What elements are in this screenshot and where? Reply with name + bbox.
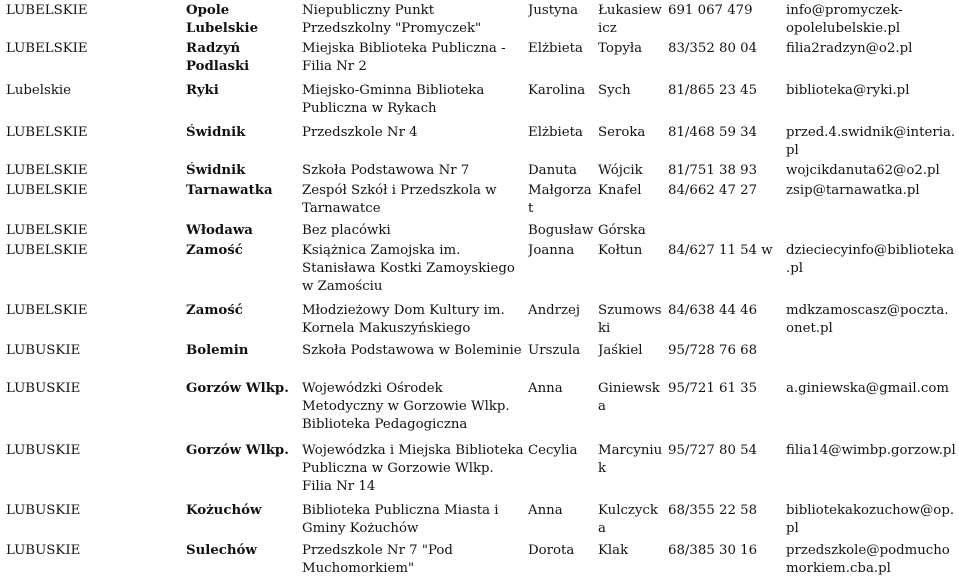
institution-cell: Zespół Szkół i Przedszkola w Tarnawatce <box>302 183 497 216</box>
region-cell: LUBUSKIE <box>6 381 81 396</box>
region-cell: LUBELSKIE <box>6 223 88 238</box>
email-cell: biblioteka@ryki.pl <box>786 83 910 98</box>
city-cell: Zamość <box>186 243 243 258</box>
email-cell: bibliotekakozuchow@op.pl <box>786 503 955 536</box>
email-cell: wojcikdanuta62@o2.pl <box>786 163 940 178</box>
region-cell: LUBELSKIE <box>6 243 88 258</box>
email-cell: a.giniewska@gmail.com <box>786 381 949 396</box>
city-cell: Sulechów <box>186 543 257 558</box>
last-name-cell: Giniewska <box>598 381 660 414</box>
institution-cell: Miejsko-Gminna Biblioteka Publiczna w Rykach <box>302 83 485 116</box>
phone-cell: 84/638 44 46 <box>668 303 758 318</box>
phone-cell: 81/751 38 93 <box>668 163 758 178</box>
institution-cell: Wojewódzka i Miejska Biblioteka Publiczna w Gorzowie Wlkp. Filia Nr 14 <box>302 443 524 494</box>
phone-cell: 81/865 23 45 <box>668 83 758 98</box>
institution-cell: Bez placówki <box>302 223 391 238</box>
region-cell: LUBELSKIE <box>6 303 88 318</box>
phone-cell: 68/355 22 58 <box>668 503 758 518</box>
last-name-cell: Topyła <box>598 41 643 56</box>
last-name-cell: Kulczycka <box>598 503 658 536</box>
last-name-cell: Seroka <box>598 125 646 140</box>
email-cell: dzieciecyinfo@biblioteka.pl <box>786 243 955 276</box>
city-cell: Ryki <box>186 83 219 98</box>
institution-cell: Książnica Zamojska im. Stanisława Kostki Zamoyskiego w Zamościu <box>302 243 515 294</box>
first-name-cell: Danuta <box>528 163 577 178</box>
region-cell: Lubelskie <box>6 83 72 98</box>
last-name-cell: Knafel <box>598 183 642 198</box>
first-name-cell: Karolina <box>528 83 586 98</box>
first-name-cell: Elżbieta <box>528 125 583 140</box>
city-cell: Zamość <box>186 303 243 318</box>
email-cell: info@promyczek-opolelubelskie.pl <box>786 3 903 36</box>
email-cell: mdkzamoscasz@poczta.onet.pl <box>786 303 949 336</box>
first-name-cell: Anna <box>528 503 563 518</box>
city-cell: Radzyń Podlaski <box>186 41 250 74</box>
institution-cell: Młodzieżowy Dom Kultury im. Kornela Makuszyńskiego <box>302 303 505 336</box>
city-cell: Tarnawatka <box>186 183 273 198</box>
last-name-cell: Łukasiewicz <box>598 3 662 36</box>
institution-cell: Szkoła Podstawowa w Boleminie <box>302 343 522 358</box>
email-cell: filia14@wimbp.gorzow.pl <box>786 443 956 458</box>
region-cell: LUBELSKIE <box>6 3 88 18</box>
last-name-cell: Kołtun <box>598 243 643 258</box>
city-cell: Świdnik <box>186 163 246 178</box>
region-cell: LUBELSKIE <box>6 183 88 198</box>
last-name-cell: Sych <box>598 83 631 98</box>
phone-cell: 84/662 47 27 <box>668 183 758 198</box>
institution-cell: Przedszkole Nr 7 "Pod Muchomorkiem" <box>302 543 453 576</box>
first-name-cell: Elżbieta <box>528 41 583 56</box>
email-cell: przed.4.swidnik@interia.pl <box>786 125 956 158</box>
phone-cell: 83/352 80 04 <box>668 41 758 56</box>
city-cell: Gorzów Wlkp. <box>186 381 289 396</box>
email-cell: przedszkole@podmuchomorkiem.cba.pl <box>786 543 950 576</box>
email-cell: filia2radzyn@o2.pl <box>786 41 913 56</box>
email-cell: zsip@tarnawatka.pl <box>786 183 920 198</box>
first-name-cell: Joanna <box>528 243 575 258</box>
first-name-cell: Urszula <box>528 343 581 358</box>
phone-cell: 691 067 479 <box>668 3 753 18</box>
first-name-cell: Bogusław <box>528 223 594 238</box>
region-cell: LUBUSKIE <box>6 443 81 458</box>
region-cell: LUBUSKIE <box>6 343 81 358</box>
institution-cell: Przedszkole Nr 4 <box>302 125 418 140</box>
phone-cell: 95/721 61 35 <box>668 381 758 396</box>
last-name-cell: Górska <box>598 223 646 238</box>
region-cell: LUBUSKIE <box>6 543 81 558</box>
first-name-cell: Małgorzat <box>528 183 592 216</box>
first-name-cell: Justyna <box>528 3 579 18</box>
phone-cell: 95/727 80 54 <box>668 443 758 458</box>
city-cell: Świdnik <box>186 125 246 140</box>
region-cell: LUBELSKIE <box>6 125 88 140</box>
first-name-cell: Andrzej <box>528 303 581 318</box>
institution-cell: Biblioteka Publiczna Miasta i Gminy Kożuchów <box>302 503 499 536</box>
last-name-cell: Jaśkiel <box>598 343 643 358</box>
first-name-cell: Dorota <box>528 543 575 558</box>
region-cell: LUBELSKIE <box>6 41 88 56</box>
last-name-cell: Szumowski <box>598 303 662 336</box>
region-cell: LUBELSKIE <box>6 163 88 178</box>
region-cell: LUBUSKIE <box>6 503 81 518</box>
city-cell: Kożuchów <box>186 503 262 518</box>
phone-cell: 84/627 11 54 w <box>668 243 773 258</box>
last-name-cell: Klak <box>598 543 629 558</box>
institution-cell: Miejska Biblioteka Publiczna - Filia Nr 2 <box>302 41 506 74</box>
phone-cell: 68/385 30 16 <box>668 543 758 558</box>
city-cell: Opole Lubelskie <box>186 3 259 36</box>
city-cell: Włodawa <box>186 223 253 238</box>
first-name-cell: Cecylia <box>528 443 578 458</box>
last-name-cell: Marcyniuk <box>598 443 663 476</box>
first-name-cell: Anna <box>528 381 563 396</box>
institution-cell: Szkoła Podstawowa Nr 7 <box>302 163 470 178</box>
phone-cell: 95/728 76 68 <box>668 343 758 358</box>
last-name-cell: Wójcik <box>598 163 643 178</box>
city-cell: Gorzów Wlkp. <box>186 443 289 458</box>
institution-cell: Wojewódzki Ośrodek Metodyczny w Gorzowie Wlkp. Biblioteka Pedagogiczna <box>302 381 510 432</box>
city-cell: Bolemin <box>186 343 249 358</box>
institution-cell: Niepubliczny Punkt Przedszkolny "Promyczek" <box>302 3 482 36</box>
phone-cell: 81/468 59 34 <box>668 125 758 140</box>
